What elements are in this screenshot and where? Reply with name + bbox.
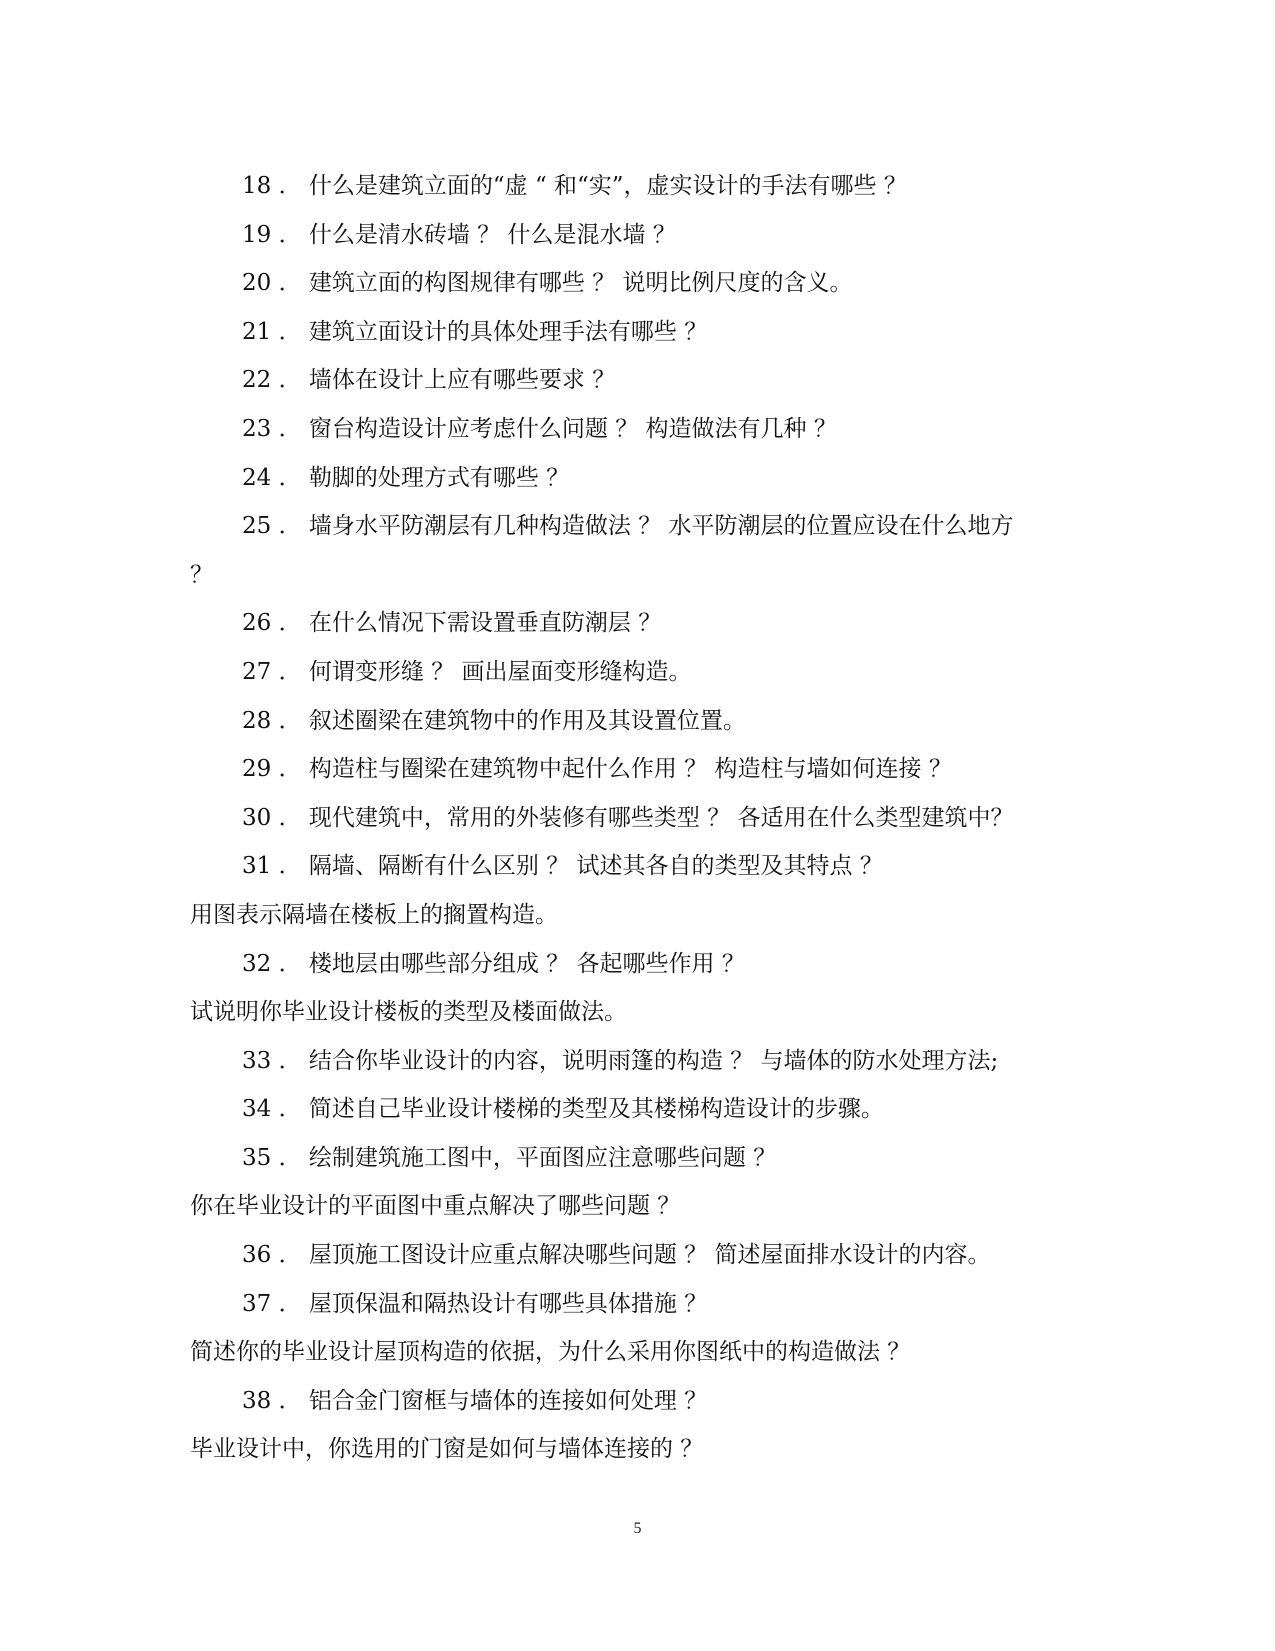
question-line: 31 ． 隔墙、隔断有什么区别 ？ 试述其各自的类型及其特点 ？ bbox=[242, 853, 883, 880]
question-line: 20 ． 建筑立面的构图规律有哪些 ？ 说明比例尺度的含义。 bbox=[242, 270, 853, 297]
continuation-line: 试说明你毕业设计楼板的类型及楼面做法。 bbox=[190, 999, 627, 1026]
question-line: 26 ． 在什么情况下需设置垂直防潮层 ？ bbox=[242, 610, 662, 637]
continuation-line: 简述你的毕业设计屋顶构造的依据，为什么采用你图纸中的构造做法 ？ bbox=[190, 1339, 911, 1366]
continuation-line: 毕业设计中，你选用的门窗是如何与墙体连接的 ？ bbox=[190, 1436, 704, 1463]
question-line: 23 ． 窗台构造设计应考虑什么问题 ？ 构造做法有几种 ？ bbox=[242, 415, 837, 442]
question-line: 29 ． 构造柱与圈梁在建筑物中起什么作用 ？ 构造柱与墙如何连接 ？ bbox=[242, 756, 952, 783]
continuation-line: ？ bbox=[190, 561, 213, 588]
page-number: 5 bbox=[633, 1520, 642, 1537]
question-line: 38 ． 铝合金门窗框与墙体的连接如何处理 ？ bbox=[242, 1387, 708, 1414]
question-line: 30 ． 现代建筑中，常用的外装修有哪些类型 ？ 各适用在什么类型建筑中？ bbox=[242, 804, 1014, 831]
question-line: 18 ． 什么是建筑立面的“虚 “ 和“实”，虚实设计的手法有哪些 ？ bbox=[242, 173, 907, 199]
question-list bbox=[0, 162, 1275, 1474]
continuation-line: 用图表示隔墙在楼板上的搁置构造。 bbox=[190, 901, 558, 928]
question-line: 35 ． 绘制建筑施工图中，平面图应注意哪些问题 ？ bbox=[242, 1144, 777, 1171]
question-line: 28 ． 叙述圈梁在建筑物中的作用及其设置位置。 bbox=[242, 707, 746, 734]
continuation-line: 你在毕业设计的平面图中重点解决了哪些问题 ？ bbox=[190, 1193, 681, 1220]
question-line: 22 ． 墙体在设计上应有哪些要求 ？ bbox=[242, 367, 616, 394]
question-line: 34 ． 简述自己毕业设计楼梯的类型及其楼梯构造设计的步骤。 bbox=[242, 1096, 884, 1123]
question-line: 36 ． 屋顶施工图设计应重点解决哪些问题 ？ 简述屋面排水设计的内容。 bbox=[242, 1242, 991, 1269]
question-line: 32 ． 楼地层由哪些部分组成 ？ 各起哪些作用 ？ bbox=[242, 950, 745, 977]
question-line: 27 ． 何谓变形缝 ？ 画出屋面变形缝构造。 bbox=[242, 658, 692, 685]
question-line: 37 ． 屋顶保温和隔热设计有哪些具体措施 ？ bbox=[242, 1290, 708, 1317]
question-line: 24 ． 勒脚的处理方式有哪些 ？ bbox=[242, 464, 570, 491]
question-line: 19 ． 什么是清水砖墙 ？ 什么是混水墙 ？ bbox=[242, 221, 676, 248]
question-line: 33 ． 结合你毕业设计的内容，说明雨篷的构造 ？ 与墙体的防水处理方法; bbox=[242, 1047, 999, 1074]
question-line: 21 ． 建筑立面设计的具体处理手法有哪些 ？ bbox=[242, 318, 708, 345]
question-line: 25 ． 墙身水平防潮层有几种构造做法 ？ 水平防潮层的位置应设在什么地方 bbox=[242, 513, 1014, 540]
